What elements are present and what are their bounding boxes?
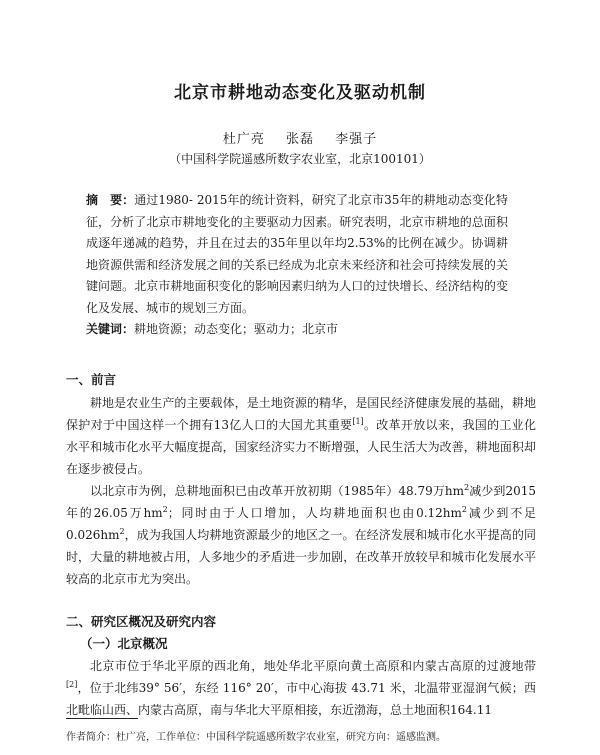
paragraph xyxy=(66,392,536,480)
abstract-text: 通过1980- 2015年的统计资料，研究了北京市35年的耕地动态变化特征，分析了北京市耕地变化的主要驱动力因素。研究表明，北京市耕地的总面积成逐年递减的趋势，并且在过去的35年里以年均2.53%的比例在减少。协调耕地资源供需和经济发展之间的关系已经成为北京未来经济和社会可持续发展的关键问题。北京市耕地面积变化的影响因素归纳为人口的过快增长、经济结构的变化及发展、城市的规划三方面。 xyxy=(86,193,508,315)
author-list xyxy=(0,128,600,147)
paragraph-text: 以北京市为例，总耕地面积已由改革开放初期（1985年）48.79万hm xyxy=(90,484,465,498)
author-name: 张磊 xyxy=(285,132,314,147)
abstract-label: 摘 要： xyxy=(86,193,135,207)
superscript: 2 xyxy=(119,527,125,536)
paragraph-text: 北京市位于华北平原的西北角，地处华北平原向黄土高原和内蒙古高原的过渡地带 xyxy=(90,659,536,673)
paragraph-text: ，成为我国人均耕地资源最少的地区之一。在经济发展和城市化水平提高的同时，大量的耕地被占用，人多地少的矛盾进一步加剧，在改革开放较早和城市化发展水平较高的北京市尤为突出。 xyxy=(66,528,536,586)
footnote: 作者简介：杜广亮，工作单位：中国科学院遥感所数字农业室，研究方向：遥感监测。 xyxy=(66,732,446,743)
paragraph-text: ，位于北纬39° 56′，东经 116° 20′，市中心海拔 43.71 米，北温带亚湿润气候；西北毗临山西、内蒙古高原，南与华北大平原相接，东近渤海，总土地面积164.11 xyxy=(66,681,536,717)
superscript: 2 xyxy=(461,505,468,514)
paragraph-text: ；同时由于人口增加，人均耕地面积也由0.12hm xyxy=(167,506,462,520)
footnote-divider xyxy=(66,718,138,719)
affiliation: （中国科学院遥感所数字农业室，北京100101） xyxy=(169,152,431,166)
superscript: 2 xyxy=(464,483,470,492)
abstract xyxy=(86,190,508,319)
paragraph-text: 耕地是农业生产的主要载体，是土地资源的精华，是国民经济健康发展的基础，耕地保护对于中国这样一个拥有13亿人口的大国尤其重要 xyxy=(66,396,536,432)
paragraph-text: 减少到2015年的26.05万hm xyxy=(66,484,536,520)
page-title: 北京市耕地动态变化及驱动机制 xyxy=(174,83,426,103)
superscript: 2 xyxy=(162,505,168,514)
section-heading: 二、研究区概况及研究内容 xyxy=(66,614,217,629)
keywords-text: 耕地资源；动态变化；驱动力；北京市 xyxy=(134,322,339,336)
paragraph-text: 减少到不足0.026hm xyxy=(66,506,536,542)
subsection-heading: （一）北京概况 xyxy=(80,636,168,651)
section-heading: 一、前言 xyxy=(66,372,117,387)
keywords xyxy=(86,320,508,337)
citation: [2] xyxy=(66,680,78,689)
keywords-label: 关键词： xyxy=(86,322,135,336)
paragraph xyxy=(66,655,536,721)
paragraph xyxy=(66,480,536,590)
citation: [1] xyxy=(352,417,364,426)
author-name: 李强子 xyxy=(335,132,378,147)
author-name: 杜广亮 xyxy=(222,132,265,147)
paragraph-text: 。改革开放以来，我国的工业化水平和城市化水平大幅度提高，国家经济实力不断增强，人民生活大为改善，耕地面积却在逐步被侵占。 xyxy=(66,418,536,476)
